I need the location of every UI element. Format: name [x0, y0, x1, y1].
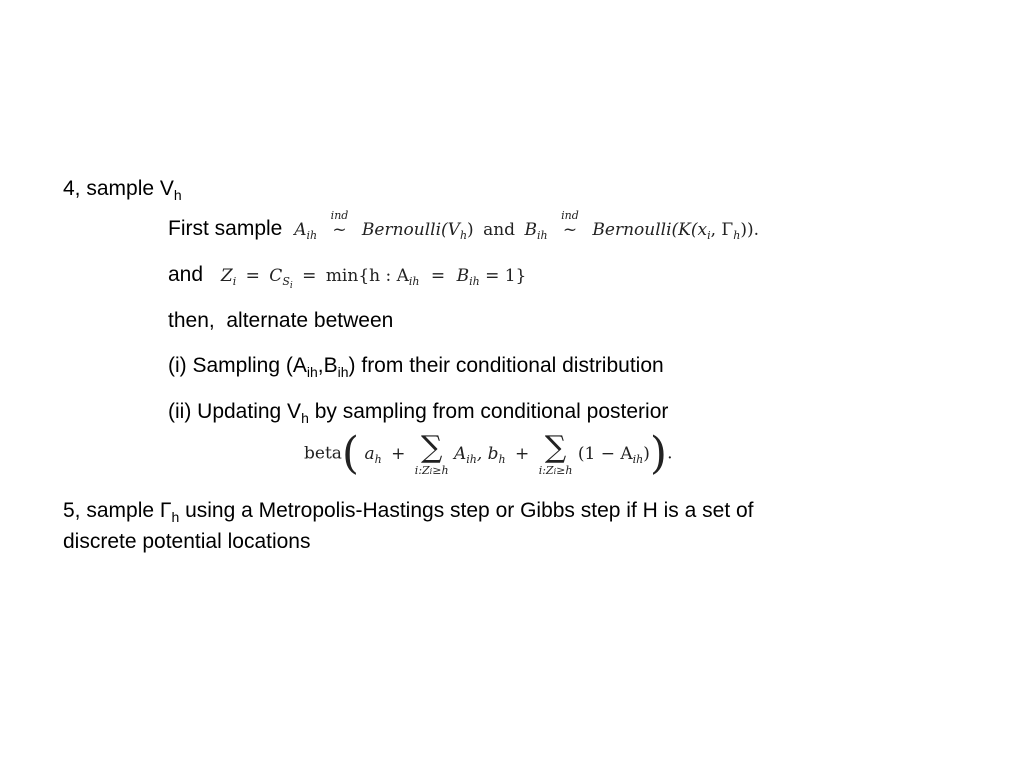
eq-2: = [302, 266, 317, 286]
eq-3: = [430, 266, 446, 286]
sum-1 [414, 429, 449, 477]
then-line [168, 310, 393, 331]
formula-A-sub: ih [306, 229, 318, 242]
bernoulli-k: Bernoulli(K(x [592, 220, 708, 240]
then-text: then, alternate between [168, 309, 394, 332]
c-symbol: C [269, 266, 283, 286]
item-ii-prefix: (ii) Updating V [168, 400, 302, 423]
item-i-comma: ,B [317, 354, 338, 377]
item-ii-sub: h [301, 410, 309, 426]
beta-one-minus-text: (1 − A [577, 443, 633, 464]
z-sub: i [232, 275, 237, 288]
sum-2 [538, 429, 573, 477]
c-sub: S [282, 275, 290, 288]
step4-heading [63, 177, 182, 203]
bernoulli-k-gsub: h [733, 229, 741, 242]
sum-1-limit-a: i:Z [414, 463, 430, 477]
ind-label-1: ind [330, 209, 349, 222]
beta-open-paren: ( [341, 428, 360, 479]
item-i-sub2: ih [337, 364, 349, 380]
step5-suffix: using a Metropolis-Hastings step or Gibbs step if H is a set of [179, 499, 754, 522]
and-label: and [168, 263, 204, 286]
step5-prefix: 5, sample Γ [63, 499, 172, 522]
beta-one-minus [578, 444, 650, 464]
beta-formula [304, 428, 673, 479]
beta-b: , b [476, 443, 499, 464]
step5-line2 [63, 531, 310, 552]
z-formula [220, 266, 527, 291]
sum-2-limit-a: i:Z [538, 463, 554, 477]
beta-A-sub: ih [466, 452, 477, 466]
c-subsub: i [289, 281, 293, 291]
step5-line1 [63, 499, 754, 525]
sum-2-limit-tail: ≥h [556, 463, 573, 477]
item-i-sub1: ih [306, 364, 318, 380]
sum-2-sigma: ∑ [544, 429, 567, 465]
sum-1-limit-tail: ≥h [432, 463, 449, 477]
beta-a-sym: a [364, 443, 375, 464]
min-a-sub: ih [408, 275, 420, 288]
item-i [168, 354, 664, 380]
sum-2-limit-sub: i [553, 466, 557, 476]
item-ii [168, 400, 669, 426]
item-i-suffix: ) from their conditional distribution [348, 354, 664, 377]
eq-1: = [245, 266, 260, 286]
step4-label: 4, sample V [63, 177, 174, 200]
beta-a-sub: h [374, 452, 382, 466]
ind-tilde-1 [327, 209, 353, 240]
min-b: B [456, 266, 470, 286]
beta-a [365, 444, 382, 464]
beta-A: A [453, 443, 467, 464]
bernoulli-v-close: ) [467, 220, 474, 240]
beta-b-sub: h [498, 452, 506, 466]
item-ii-suffix: by sampling from conditional posterior [308, 400, 669, 423]
formula-A: A [294, 220, 307, 240]
first-sample-formula [294, 209, 759, 242]
sum-1-limit-sub: i [429, 466, 433, 476]
step5-sub: h [171, 509, 180, 525]
sum-1-limit [415, 465, 449, 476]
and-line [168, 263, 527, 291]
beta-plus-2: + [515, 443, 530, 464]
bernoulli-v-sub: h [459, 229, 468, 242]
step4-sub: h [173, 187, 182, 203]
z-symbol: Z [220, 266, 233, 286]
beta-A-term [454, 444, 506, 464]
first-sample-line [168, 209, 759, 242]
bernoulli-k-mid: , Γ [710, 220, 734, 240]
min-b-sub: ih [469, 275, 480, 288]
step5-line2-text: discrete potential locations [63, 530, 311, 553]
ind-tilde-2 [557, 209, 583, 240]
min-expr: min{h : A [325, 266, 409, 286]
min-tail: = 1} [485, 266, 527, 286]
beta-one-minus-close: ) [643, 443, 650, 464]
item-i-prefix: (i) Sampling (A [168, 354, 307, 377]
beta-plus-1: + [391, 443, 406, 464]
first-sample-label: First sample [168, 217, 283, 240]
ind-label-2: ind [561, 209, 579, 222]
sum-2-limit [539, 465, 573, 476]
tilde-2: ~ [562, 220, 578, 240]
formula-B-sub: ih [536, 229, 548, 242]
bernoulli-k-xsub: i [707, 229, 711, 242]
beta-word: beta [304, 443, 342, 464]
bernoulli-k-close: )). [740, 220, 759, 240]
beta-close-paren: ) [649, 428, 668, 479]
beta-one-minus-sub: ih [632, 452, 644, 466]
formula-and: and [483, 220, 516, 240]
sum-1-sigma: ∑ [420, 429, 443, 465]
tilde-1: ~ [332, 220, 347, 240]
beta-period: . [667, 443, 673, 464]
bernoulli-v: Bernoulli(V [361, 220, 460, 240]
formula-B: B [524, 220, 537, 240]
